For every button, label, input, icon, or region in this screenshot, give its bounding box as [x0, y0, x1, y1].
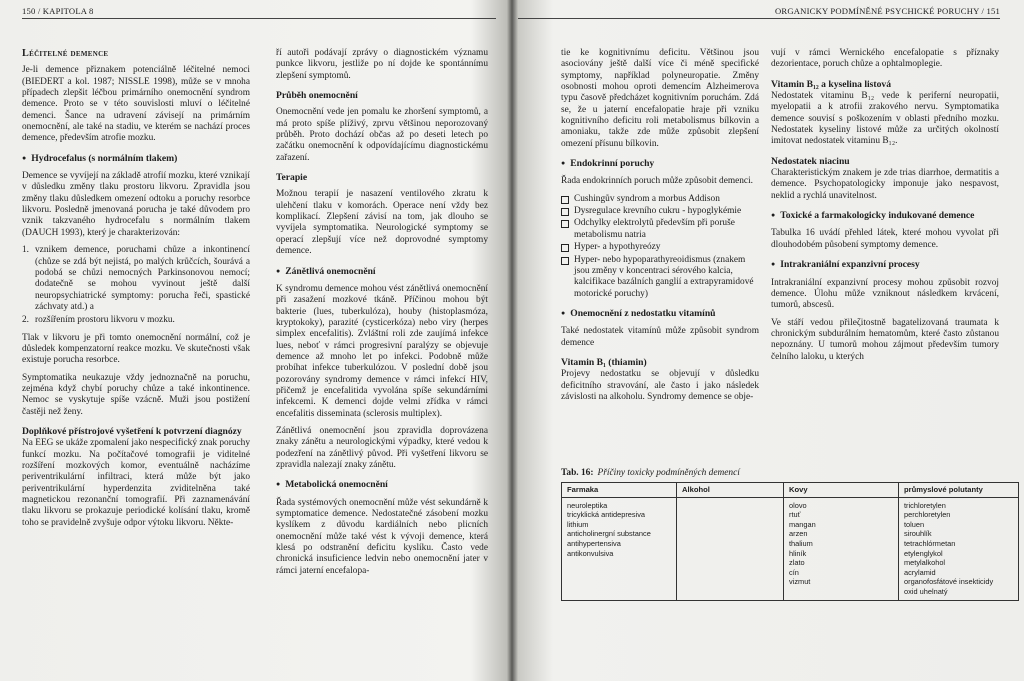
subheading: ● Metabolická onemocnění	[276, 479, 488, 491]
paragraph: Demence se vyvíjejí na základě atrofií mozku, které vznikají v důsledku změny tlaku prostoru likvoru. Zpravidla jsou změny tlaku důsledkem omezení odtoku a poruchy resorbce likvoru. Posledně jmenovaná porucha je také důvodem pro vznik takzvaného hydrocefalu s normálním tlakem (DAUCH 1993), který je charakterizován:	[22, 171, 250, 238]
square-bullet-icon	[561, 257, 569, 265]
list-item-text: Dysregulace krevního cukru - hypoglykémie	[574, 206, 742, 217]
square-bullet-icon	[561, 196, 569, 204]
right-page	[516, 0, 1024, 681]
table-caption-label: Tab. 16:	[561, 468, 594, 478]
table-cell-item: antihypertensiva	[567, 538, 621, 548]
list-number: 1.	[22, 245, 30, 256]
subheading: Nedostatek niacinu	[771, 155, 850, 167]
subheading: Terapie	[276, 172, 308, 184]
paragraph: Nedostatek vitaminu B₁₂ vede k periferní neuropatii, myelopatii a k atrofii zrakového nervu. Symptomatika demence souvisí s poškozením v oblasti předního mozku. Nedostatek kyseliny listové může za určitých okolností imitovat nedostatek vitaminu B₁₂.	[771, 91, 999, 147]
paragraph: Charakteristickým znakem je zde trias diarrhoe, dermatitis a demence. Psychopatologicky imponuje jako nespavost, neklid a rychlá unavitelnost.	[771, 168, 999, 201]
paragraph: vují v rámci Wernického encefalopatie s příznaky dezorientace, poruch chůze a ophtalmoplegie.	[771, 48, 999, 70]
table-cell-item: hliník	[789, 548, 807, 558]
paragraph: tie ke kognitivnímu deficitu. Většinou jsou asociovány ještě další více či méně specifické symptomy, například polyneuropatie. Změny osobnosti mohou oproti demencím Alzheimerova typu časově předcházet kognitivním poruchám. Zdá se, že u jaterní encefalopatie hraje při vzniku kognitivního deficitu roli metabolismus bílkovin a amoniaku, takže zde může způsobit zlepšení omezení přísunu bílkovin.	[561, 48, 759, 149]
paragraph: Také nedostatek vitamínů může způsobit syndrom demence	[561, 326, 759, 348]
list-item	[561, 242, 759, 253]
table-cell-item: thalium	[789, 538, 813, 548]
table-cell-item: arzen	[789, 529, 808, 539]
table-cell-item: mangan	[789, 519, 816, 529]
table-cell-item: olovo	[789, 500, 807, 510]
paragraph: Řada endokrinních poruch může způsobit demenci.	[561, 176, 754, 187]
table-cell-item: organofosfátové insekticidy	[904, 577, 994, 587]
list-item-text: Odchylky elektrolytů především při poruše metabolismu natria	[574, 218, 735, 240]
left-page	[0, 0, 508, 681]
subheading: Průběh onemocnění	[276, 90, 358, 102]
table-cell-item: vizmut	[789, 577, 811, 587]
table-cell-item: sirouhlík	[904, 529, 932, 539]
list-item	[22, 245, 250, 313]
column-header: Farmaka	[562, 483, 677, 498]
paragraph: Tabulka 16 uvádí přehled látek, které mohou vyvolat při dlouhodobém působení symptomy demence.	[771, 228, 999, 250]
table-cell-item: rtuť	[789, 510, 801, 520]
table-header-row	[562, 483, 1019, 498]
checkbox-list	[561, 194, 759, 300]
right-column-2	[771, 48, 999, 369]
paragraph: Na EEG se ukáže zpomalení jako nespecifický znak poruchy funkcí mozku. Na počítačové tomografii je viditelné rozšíření mozkových komor, eventuálně nacházíme periventrikulární infiltraci, která může být jako periventrikulární hyperdenzita zviditelněna také magnetickou rezonanční tomografií. Při zaznamenávání tlaku likvoru se prokazuje periodické kolísání tlaku, kromě toho se pravidelně zvyšuje odpor výtoku likvoru. Někte-	[22, 438, 250, 528]
subheading: ● Zánětlivá onemocnění	[276, 266, 488, 278]
section-title: Léčitelné demence	[22, 48, 109, 59]
paragraph: Projevy nedostatku se objevují v důsledku deficitního stravování, ale často i jako následek závislosti na alkoholu. Syndromy demence se obje-	[561, 369, 759, 402]
subheading: Vitamin B₁₂ a kyselina listová	[771, 78, 892, 90]
paragraph: ří autoři podávají zprávy o diagnostickém významu punkce likvoru, jestliže po ní dojde ke spontánnímu zlepšení symptomů.	[276, 48, 488, 81]
paragraph: Zánětlivá onemocnění jsou zpravidla doprovázena znaky zánětu a neurologickými výpadky, které vedou k podezření na zánětlivý původ. Při vyšetření likvoru se zpravidla nalezají znaky zánětu.	[276, 425, 488, 470]
left-column-2	[276, 48, 488, 583]
left-column-1	[22, 48, 250, 535]
right-column-1	[561, 48, 759, 409]
paragraph: Řada systémových onemocnění může vést sekundárně k symptomatice demence. Nedostatečné zásobení mozku kyslíkem z důvodu kardiálních nebo plicních onemocnění může také vést k vývoji demence, která klesá po odstranění deficitu kyslíku. Často vede chronická insuficience ledvin nebo onemocnění jater v rámci jaterní encefalopa-	[276, 497, 488, 576]
list-item-text: vznikem demence, poruchami chůze a inkontinencí (chůze se zdá být nejistá, po malých krůčcích, šourává a podobá se chůzi nemocných Parkinsonovou nemocí; dodatečně se mohou vyvinout ještě další neuropsychiatrické symptomy: porucha řeči, spastické záchvaty atd.) a	[35, 245, 250, 312]
list-item	[561, 194, 759, 205]
paragraph: Ve stáří vedou přileζitostně bagatelizovaná traumata k chronickým subdurálním hematomům, které často zůstanou nepoznány. U tumorů mohou zájmout především tumory čelního laloku, u kterých	[771, 317, 999, 362]
square-bullet-icon	[561, 208, 569, 216]
table-cell-item: acrylamid	[904, 567, 936, 577]
table-cell-item: tricyklická antidepresiva	[567, 510, 646, 520]
paragraph: K syndromu demence mohou vést zánětlivá onemocnění při zasažení mozkové tkáně. Příčinou mohou být bakterie (lues, tuberkulóza), houby (histoplasmóza, kryptokoky), parazité (cysticerkóza) nebo viry (herpes simplex encefalitis). Zvláštní roli zde zaujímá infekce lues, neboť v rámci progresivní paralýzy se objevuje demence až mnoho let po infekci. Podobně může probíhat infekce tuberkulózou. V poslední době jsou pozorovány syndromy demence v rámci infekcí HIV, přičemž je encefalitida vyvolána spíše sekundárními infekcemi. K demenci dojde velmi zřídka v rámci encefalitis disseminata (sclerosis multiplex).	[276, 283, 488, 419]
table-cell-item: cín	[789, 567, 799, 577]
paragraph: Tlak v likvoru je při tomto onemocnění normální, což je důsledek kompenzatorní reakce mozku. Ve skutečnosti však existuje porucha resorbce.	[22, 332, 250, 366]
table-caption-text: Příčiny toxicky podmíněných demencí	[597, 468, 740, 478]
paragraph: Intrakraniální expanzivní procesy mohou způsobit rozvoj demence. Úlohu může vzniknout následkem krvácení, tumorů, abscesů.	[771, 277, 999, 311]
list-item-text: Hyper- nebo hypoparathyreoidismus (znakem jsou změny v koncentraci sérového kalcia, kalcifikace bazálních ganglií a extrapyramidové motorické poruchy)	[574, 254, 754, 299]
square-bullet-icon	[561, 244, 569, 252]
toxic-causes-table	[561, 482, 1019, 601]
subheading: ● Hydrocefalus (s normálním tlakem)	[22, 153, 250, 165]
table-block	[561, 468, 1019, 601]
table-caption	[561, 468, 1019, 478]
numbered-list	[22, 245, 250, 326]
table-row	[562, 497, 1019, 600]
paragraph: Onemocnění vede jen pomalu ke zhoršení symptomů, a má proto spíše plíživý, zprvu většinou neporozovaný průběh. Proto dochází občas až po deseti letech po začátku onemocnění k odpovídajícímu diagnostickému zařazení.	[276, 107, 488, 163]
column-header: Kovy	[784, 483, 899, 498]
list-item	[561, 255, 759, 300]
table-cell-item: etylenglykol	[904, 548, 943, 558]
table-cell-item: zlato	[789, 558, 805, 568]
subheading: ● Toxické a farmakologicky indukované demence	[771, 210, 999, 222]
table-cell-item: antikonvulsiva	[567, 548, 614, 558]
table-cell-item: tetrachlórmetan	[904, 538, 956, 548]
list-item	[561, 218, 759, 241]
running-head-right: ORGANICKY PODMÍNĚNÉ PSYCHICKÉ PORUCHY / 151	[518, 6, 1000, 19]
list-number: 2.	[22, 315, 30, 326]
table-cell	[784, 497, 899, 600]
paragraph: Symptomatika neukazuje vždy jednoznačně na poruchu, zejména když chybí poruchy chůze a také inkontinence. Nemoc se vyskytuje spíše vzácně. Muži jsou postižení častěji než ženy.	[22, 372, 250, 417]
table-cell-item: trichloretylen	[904, 500, 946, 510]
table-cell-item: perchloretylen	[904, 510, 951, 520]
column-header: Alkohol	[677, 483, 784, 498]
table-cell	[677, 497, 784, 600]
paragraph: Je-li demence přiznakem potenciálně léčitelné nemoci (BIEDERT a kol. 1987; NISSLE 1998), může se v mnoha případech zlepšit léčbou primárního onemocnění syndrom demence. Proto se v této souvislosti mluví o léčitelné demenci. Šance na udravení závisejí na primárním onemocnění, ale také na stadiu, ve kterém se nachází proces demence, především atrofie mozku.	[22, 65, 250, 144]
table-cell-item: neuroleptika	[567, 500, 608, 510]
table-cell-item: metylalkohol	[904, 558, 946, 568]
list-item	[561, 206, 759, 217]
table-cell-item: oxid uhelnatý	[904, 586, 948, 596]
list-item	[22, 315, 250, 326]
paragraph: Možnou terapií je nasazení ventilového zkratu k ulehčení tlaku v komorách. Operace není vždy bez komplikací. Zlepšení závisí na tom, jak dlouho se vyvíjela symptomatika. Neurologické symptomy se operací zlepšují více než doprovodné symptomy demence.	[276, 189, 488, 257]
square-bullet-icon	[561, 220, 569, 228]
table-cell	[899, 497, 1019, 600]
list-item-text: rozšířením prostoru likvoru v mozku.	[35, 315, 175, 326]
subheading: ● Intrakraniální expanzivní procesy	[771, 259, 999, 271]
subheading: ● Endokrinní poruchy	[561, 158, 759, 170]
list-item-text: Hyper- a hypothyreózy	[574, 242, 661, 253]
list-item-text: Cushingův syndrom a morbus Addison	[574, 193, 720, 204]
subheading: ● Onemocnění z nedostatku vitamínů	[561, 308, 759, 320]
table-cell-item: anticholinergní substance	[567, 529, 651, 539]
running-head-left: 150 / KAPITOLA 8	[22, 6, 496, 19]
table-cell	[562, 497, 677, 600]
column-header: průmyslové polutanty	[899, 483, 1019, 498]
table-cell-item: lithium	[567, 519, 589, 529]
table-cell-item: toluen	[904, 519, 925, 529]
subheading: Vitamin B₁ (thiamin)	[561, 356, 647, 368]
subheading: Doplňkové přístrojové vyšetření k potvrzení diagnózy	[22, 425, 242, 437]
